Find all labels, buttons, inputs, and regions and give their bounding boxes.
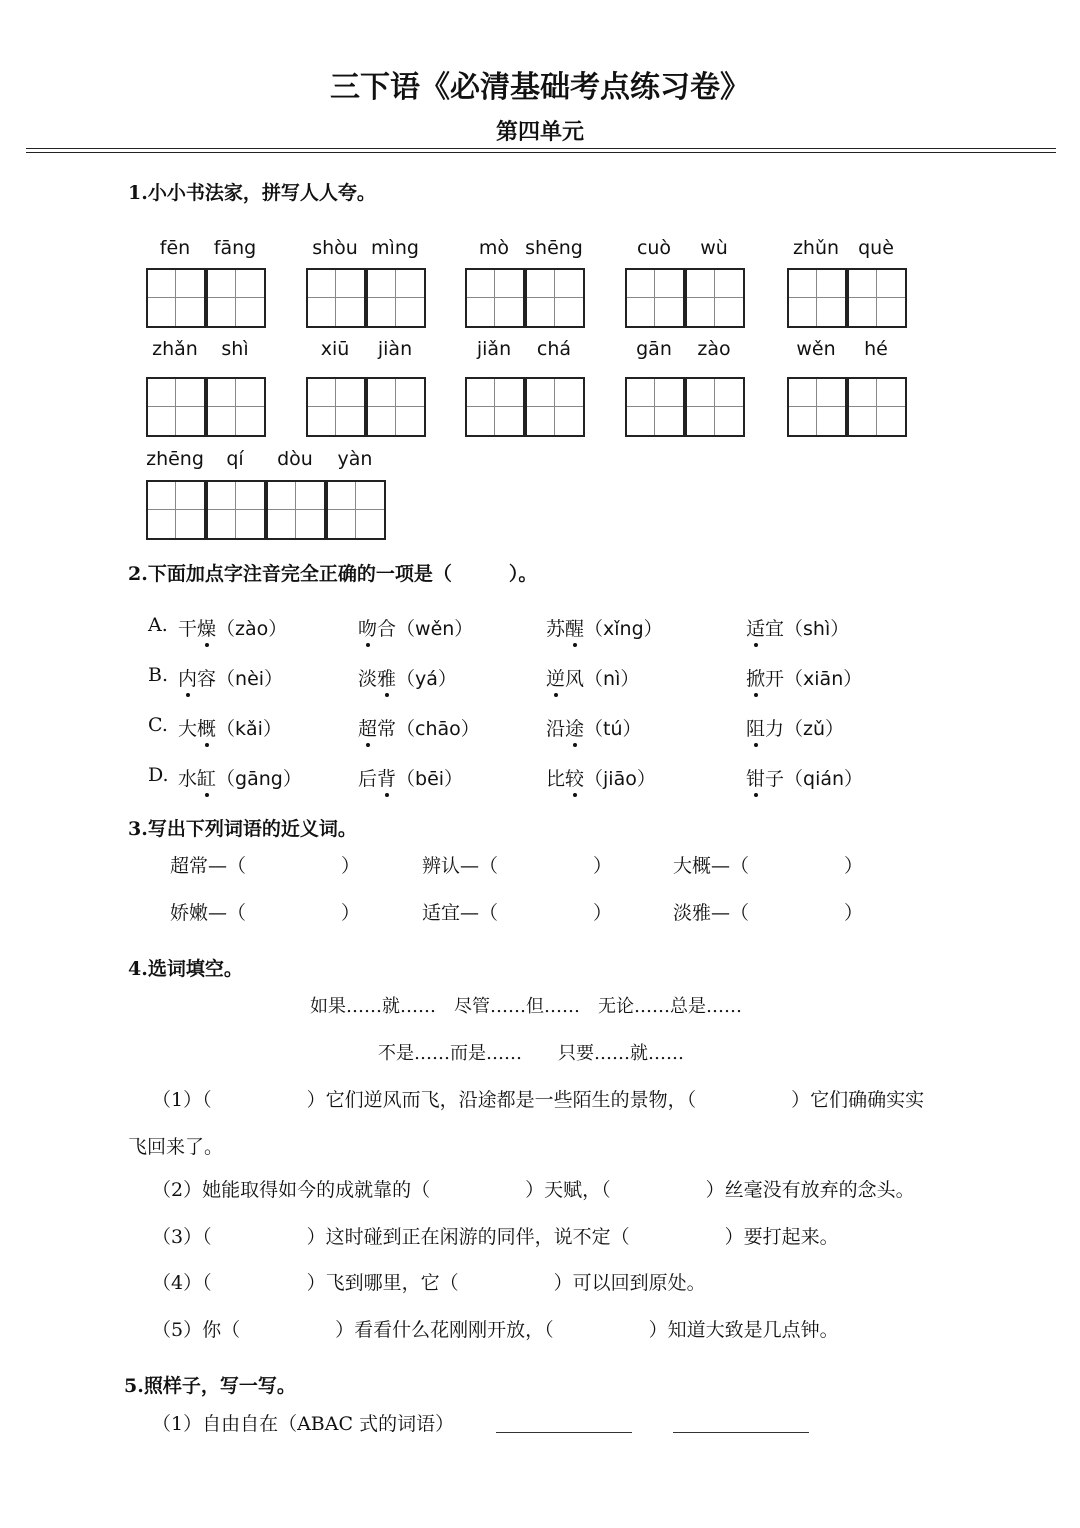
pinyin-annotation: （bēi） — [396, 768, 464, 790]
pinyin-label: fēn — [159, 237, 191, 259]
option-word: 吻合（wěn） — [358, 614, 473, 641]
synonym-item[interactable]: 淡雅—（ ） — [673, 902, 864, 924]
writing-box[interactable] — [146, 377, 206, 437]
dotted-char: 适 — [746, 614, 765, 641]
pinyin-annotation: （yá） — [396, 668, 457, 690]
writing-box[interactable] — [847, 268, 907, 328]
pinyin-annotation: （chāo） — [396, 718, 480, 740]
option-label[interactable]: B. — [148, 664, 169, 686]
writing-box[interactable] — [847, 377, 907, 437]
writing-box[interactable] — [326, 480, 386, 540]
pinyin-label: shēng — [525, 237, 583, 259]
pinyin-label: zhēng — [146, 448, 204, 470]
writing-box[interactable] — [787, 268, 847, 328]
pinyin-label: hé — [864, 338, 888, 360]
example-sentence-1: （1）自由自在（ABAC 式的词语） — [152, 1413, 455, 1435]
synonym-item[interactable]: 辨认—（ ） — [422, 855, 613, 877]
synonym-item[interactable]: 大概—（ ） — [673, 855, 864, 877]
dotted-char: 背 — [377, 764, 396, 791]
pinyin-label: dòu — [277, 448, 313, 470]
writing-box[interactable] — [366, 268, 426, 328]
option-word: 内容（nèi） — [178, 664, 283, 691]
answer-line[interactable] — [673, 1432, 809, 1433]
q1-heading: 1.小小书法家，拼写人人夸。 — [128, 182, 376, 204]
option-word: 大概（kǎi） — [178, 714, 282, 741]
fill-sentence-5[interactable]: （5）你（ ）看看什么花刚刚开放，（ ）知道大致是几点钟。 — [152, 1319, 839, 1341]
writing-box[interactable] — [465, 268, 525, 328]
q5-heading: 5.照样子，写一写。 — [124, 1375, 296, 1397]
option-label[interactable]: A. — [148, 614, 168, 636]
pinyin-label: qí — [226, 448, 244, 470]
pinyin-annotation: （tú） — [584, 718, 642, 740]
pinyin-annotation: （zǔ） — [784, 718, 845, 740]
word-bank-row-2: 不是……而是…… 只要……就…… — [378, 1043, 684, 1064]
dotted-char: 吻 — [358, 614, 377, 641]
writing-box[interactable] — [306, 268, 366, 328]
pinyin-annotation: （kǎi） — [216, 718, 282, 740]
pinyin-label: fāng — [213, 237, 257, 259]
option-word: 水缸（gāng） — [178, 764, 302, 791]
option-word: 超常（chāo） — [358, 714, 480, 741]
writing-box[interactable] — [306, 377, 366, 437]
fill-sentence-3[interactable]: （3）（ ）这时碰到正在闲游的同伴，说不定（ ）要打起来。 — [152, 1226, 839, 1248]
fill-sentence-1-cont: 飞回来了。 — [128, 1136, 224, 1158]
option-word: 沿途（tú） — [546, 714, 642, 741]
pinyin-label: cuò — [636, 237, 672, 259]
divider-bottom — [26, 152, 1056, 153]
answer-line[interactable] — [496, 1432, 632, 1433]
pinyin-label: zhǔn — [792, 237, 840, 259]
pinyin-label: chá — [536, 338, 572, 360]
dotted-char: 钳 — [746, 764, 765, 791]
writing-box[interactable] — [685, 268, 745, 328]
pinyin-annotation: （jiāo） — [584, 768, 656, 790]
synonym-item[interactable]: 超常—（ ） — [170, 855, 361, 877]
pinyin-annotation: （nì） — [584, 668, 640, 690]
writing-box[interactable] — [525, 377, 585, 437]
option-word: 淡雅（yá） — [358, 664, 457, 691]
pinyin-annotation: （zào） — [216, 618, 288, 640]
dotted-char: 阻 — [746, 714, 765, 741]
dotted-char: 超 — [358, 714, 377, 741]
page-subtitle: 第四单元 — [495, 119, 584, 145]
dotted-char: 醒 — [565, 614, 584, 641]
pinyin-annotation: （wěn） — [396, 618, 474, 640]
pinyin-label: què — [858, 237, 894, 259]
option-label[interactable]: C. — [148, 714, 168, 736]
option-word: 苏醒（xǐng） — [546, 614, 663, 641]
writing-box[interactable] — [206, 377, 266, 437]
pinyin-label: mò — [478, 237, 510, 259]
dotted-char: 途 — [565, 714, 584, 741]
pinyin-annotation: （xiān） — [784, 668, 863, 690]
fill-sentence-2[interactable]: （2）她能取得如今的成就靠的（ ）天赋，（ ）丝毫没有放弃的念头。 — [152, 1179, 915, 1201]
writing-box[interactable] — [266, 480, 326, 540]
option-label[interactable]: D. — [148, 764, 169, 786]
pinyin-label: wù — [700, 237, 728, 259]
word-bank-row-1: 如果……就…… 尽管……但…… 无论……总是…… — [310, 996, 742, 1017]
fill-sentence-4[interactable]: （4）（ ）飞到哪里，它（ ）可以回到原处。 — [152, 1272, 706, 1294]
pinyin-label: yàn — [337, 448, 373, 470]
q3-heading: 3.写出下列词语的近义词。 — [128, 818, 357, 840]
pinyin-label: gān — [636, 338, 672, 360]
q2-heading: 2.下面加点字注音完全正确的一项是（ ）。 — [128, 563, 538, 585]
dotted-char: 燥 — [197, 614, 216, 641]
pinyin-label: zhǎn — [152, 338, 198, 360]
writing-box[interactable] — [787, 377, 847, 437]
pinyin-annotation: （nèi） — [216, 668, 284, 690]
option-word: 逆风（nì） — [546, 664, 639, 691]
dotted-char: 雅 — [377, 664, 396, 691]
pinyin-annotation: （xǐng） — [584, 618, 663, 640]
writing-box[interactable] — [525, 268, 585, 328]
divider-top — [26, 148, 1056, 149]
pinyin-label: shòu — [312, 237, 358, 259]
pinyin-annotation: （gāng） — [216, 768, 302, 790]
q4-heading: 4.选词填空。 — [128, 958, 243, 980]
option-word: 后背（bēi） — [358, 764, 463, 791]
dotted-char: 掀 — [746, 664, 765, 691]
writing-box[interactable] — [625, 377, 685, 437]
writing-box[interactable] — [206, 268, 266, 328]
writing-box[interactable] — [146, 268, 206, 328]
page-title: 三下语《必清基础考点练习卷》 — [330, 70, 750, 105]
pinyin-annotation: （qián） — [784, 768, 864, 790]
pinyin-label: jiàn — [377, 338, 413, 360]
writing-box[interactable] — [685, 377, 745, 437]
option-word: 钳子（qián） — [746, 764, 863, 791]
dotted-char: 缸 — [197, 764, 216, 791]
writing-box[interactable] — [625, 268, 685, 328]
writing-box[interactable] — [465, 377, 525, 437]
option-word: 干燥（zào） — [178, 614, 287, 641]
option-word: 适宜（shì） — [746, 614, 849, 641]
dotted-char: 内 — [178, 664, 197, 691]
pinyin-label: xiū — [320, 338, 350, 360]
fill-sentence-1[interactable]: （1）（ ）它们逆风而飞，沿途都是一些陌生的景物，（ ）它们确确实实 — [152, 1089, 925, 1111]
synonym-item[interactable]: 娇嫩—（ ） — [170, 902, 361, 924]
dotted-char: 较 — [565, 764, 584, 791]
writing-box[interactable] — [146, 480, 206, 540]
pinyin-label: shì — [221, 338, 249, 360]
option-word: 掀开（xiān） — [746, 664, 862, 691]
pinyin-label: jiǎn — [476, 338, 512, 360]
pinyin-annotation: （shì） — [784, 618, 850, 640]
option-word: 比较（jiāo） — [546, 764, 656, 791]
dotted-char: 概 — [197, 714, 216, 741]
writing-box[interactable] — [366, 377, 426, 437]
pinyin-label: mìng — [371, 237, 419, 259]
option-word: 阻力（zǔ） — [746, 714, 844, 741]
pinyin-label: wěn — [796, 338, 836, 360]
synonym-item[interactable]: 适宜—（ ） — [422, 902, 613, 924]
writing-box[interactable] — [206, 480, 266, 540]
dotted-char: 逆 — [546, 664, 565, 691]
pinyin-label: zào — [697, 338, 731, 360]
